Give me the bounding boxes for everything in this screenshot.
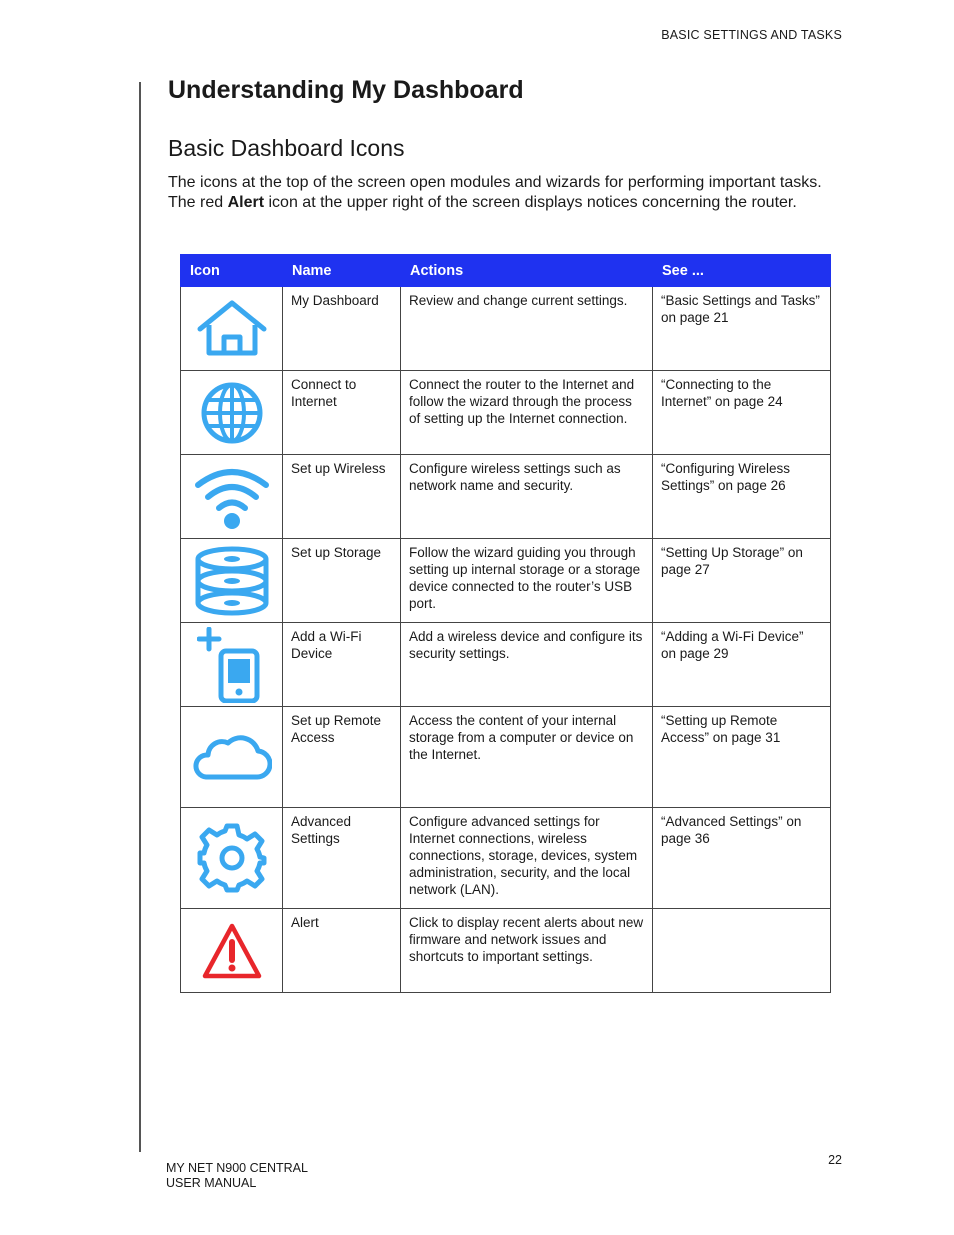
footer-product [166,1161,308,1191]
row-name: Set up Remote Access [283,707,401,808]
page-number: 22 [828,1153,842,1167]
row-name: Set up Storage [283,539,401,623]
row-name: Set up Wireless [283,455,401,539]
home-icon [196,299,268,359]
icon-cell [181,808,283,909]
intro-bold-alert: Alert [227,194,265,211]
row-name: Advanced Settings [283,808,401,909]
icons-table [180,254,831,993]
row-name: Connect to Internet [283,371,401,455]
table-row [181,623,831,707]
table-header-row [181,255,831,287]
row-name: Add a Wi-Fi Device [283,623,401,707]
header-name: Name [283,255,401,287]
intro-paragraph [168,173,838,213]
wifi-icon [192,465,272,529]
header-see: See ... [653,255,831,287]
side-rule [139,82,141,1152]
table-row [181,707,831,808]
row-action: Access the content of your internal storage from a computer or device on the Internet. [401,707,653,808]
row-action: Connect the router to the Internet and follow the wizard through the process of setting up the Internet connection. [401,371,653,455]
icon-cell [181,371,283,455]
gear-icon [196,822,268,894]
cloud-icon [192,733,272,781]
running-header: BASIC SETTINGS AND TASKS [661,28,842,42]
icon-cell [181,287,283,371]
row-see: “Basic Settings and Tasks” on page 21 [653,287,831,371]
add-device-icon [197,627,267,703]
row-action: Review and change current settings. [401,287,653,371]
icon-cell [181,707,283,808]
row-see [653,909,831,993]
row-action: Add a wireless device and configure its security settings. [401,623,653,707]
table-row [181,287,831,371]
row-see: “Connecting to the Internet” on page 24 [653,371,831,455]
footer-line-2: USER MANUAL [166,1176,257,1190]
page-title: Understanding My Dashboard [168,76,524,104]
row-see: “Setting up Remote Access” on page 31 [653,707,831,808]
intro-text-1: The icons at the top of the screen open modules and wizards for performing important tasks. The red [168,174,822,211]
section-title: Basic Dashboard Icons [168,135,405,161]
row-see: “Adding a Wi-Fi Device” on page 29 [653,623,831,707]
row-see: “Configuring Wireless Settings” on page 26 [653,455,831,539]
table-row [181,539,831,623]
row-name: My Dashboard [283,287,401,371]
icon-cell [181,623,283,707]
table-row [181,371,831,455]
row-name: Alert [283,909,401,993]
globe-icon [200,381,264,445]
icon-cell [181,909,283,993]
intro-text-2: icon at the upper right of the screen displays notices concerning the router. [264,194,797,211]
footer-line-1: MY NET N900 CENTRAL [166,1161,308,1175]
row-see: “Advanced Settings” on page 36 [653,808,831,909]
row-action: Click to display recent alerts about new firmware and network issues and shortcuts to important settings. [401,909,653,993]
table-row [181,455,831,539]
row-action: Configure advanced settings for Internet connections, wireless connections, storage, devices, system administration, security, and the local network (LAN). [401,808,653,909]
table-row [181,909,831,993]
icon-cell [181,455,283,539]
row-action: Follow the wizard guiding you through setting up internal storage or a storage device connected to the router’s USB port. [401,539,653,623]
icon-cell [181,539,283,623]
header-icon: Icon [181,255,283,287]
storage-icon [194,545,270,617]
table-row [181,808,831,909]
row-see: “Setting Up Storage” on page 27 [653,539,831,623]
row-action: Configure wireless settings such as network name and security. [401,455,653,539]
alert-icon [201,922,263,980]
header-actions: Actions [401,255,653,287]
